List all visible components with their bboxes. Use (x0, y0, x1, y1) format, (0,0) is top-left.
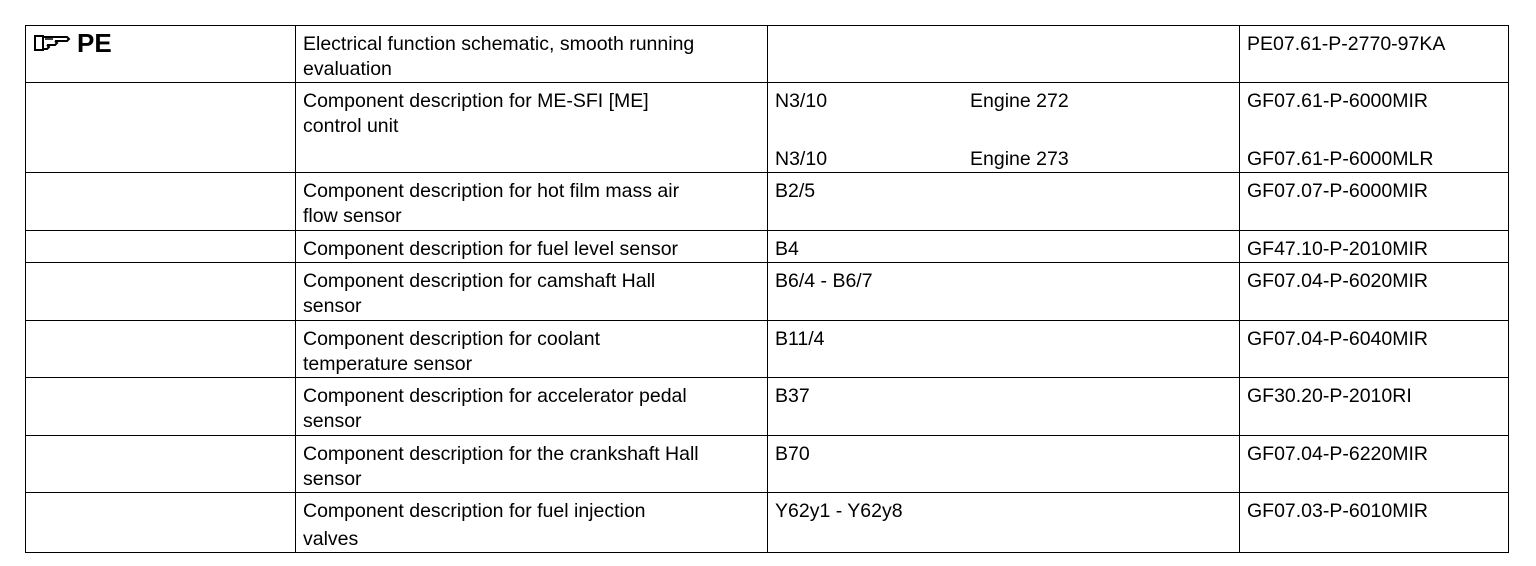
table-row (26, 231, 1509, 263)
empty-cell (26, 321, 296, 378)
description-line: sensor (303, 468, 362, 490)
document-ref-link[interactable]: GF07.61-P-6000MIR (1247, 90, 1428, 112)
ref-cell (1240, 26, 1509, 83)
code-cell (768, 26, 1240, 83)
document-ref-link[interactable]: GF07.07-P-6000MIR (1247, 180, 1428, 202)
component-entry (775, 147, 1239, 172)
document-ref-link[interactable]: GF30.20-P-2010RI (1247, 385, 1412, 407)
empty-cell (26, 263, 296, 321)
description-line: Component description for fuel level sensor (303, 238, 679, 260)
description-line: flow sensor (303, 205, 402, 227)
code-cell (768, 263, 1240, 321)
description-line: Component description for accelerator pedal (303, 385, 687, 407)
ref-cell (1240, 231, 1509, 263)
document-ref-link[interactable]: GF07.04-P-6220MIR (1247, 443, 1428, 465)
component-code: Y62y1 - Y62y8 (775, 500, 903, 522)
document-ref-link[interactable]: GF07.04-P-6020MIR (1247, 270, 1428, 292)
table-row (26, 263, 1509, 321)
document-ref-link[interactable]: GF07.04-P-6040MIR (1247, 328, 1428, 350)
description-line: sensor (303, 410, 362, 432)
component-code: N3/10 (775, 148, 828, 170)
pe-label: PE (77, 28, 112, 58)
description-line: evaluation (303, 58, 392, 80)
engine-label: Engine 272 (970, 90, 1069, 112)
empty-cell (26, 173, 296, 231)
table-row (26, 26, 1509, 83)
empty-cell (26, 493, 296, 553)
description-line: Component description for hot film mass air (303, 180, 680, 202)
ref-cell (1240, 321, 1509, 378)
description-cell (296, 493, 768, 553)
code-cell (768, 321, 1240, 378)
ref-cell (1240, 173, 1509, 231)
pe-cell (26, 26, 296, 83)
ref-cell (1240, 378, 1509, 436)
table-row (26, 173, 1509, 231)
description-line: control unit (303, 115, 399, 137)
empty-cell (26, 436, 296, 493)
table-row (26, 83, 1509, 173)
engine-label: Engine 273 (970, 148, 1069, 170)
component-code: B2/5 (775, 180, 816, 202)
description-line: sensor (303, 295, 362, 317)
description-line: Component description for coolant (303, 328, 601, 350)
description-cell (296, 436, 768, 493)
document-ref-link[interactable]: PE07.61-P-2770-97KA (1247, 33, 1446, 55)
ref-cell (1240, 83, 1509, 173)
component-entry (775, 89, 1239, 114)
table-row (26, 436, 1509, 493)
description-line: valves (303, 528, 359, 550)
description-line: temperature sensor (303, 353, 473, 375)
description-cell (296, 173, 768, 231)
code-cell (768, 173, 1240, 231)
description-line: Component description for the crankshaft Hall (303, 443, 699, 465)
empty-cell (26, 378, 296, 436)
table-row (26, 493, 1509, 553)
code-cell (768, 83, 1240, 173)
component-code: B11/4 (775, 328, 825, 350)
component-code: B4 (775, 238, 799, 260)
description-cell (296, 378, 768, 436)
ref-cell (1240, 436, 1509, 493)
description-cell (296, 321, 768, 378)
empty-cell (26, 231, 296, 263)
empty-cell (26, 83, 296, 173)
code-cell (768, 436, 1240, 493)
description-cell (296, 83, 768, 173)
description-line: Component description for ME-SFI [ME] (303, 90, 649, 112)
description-line: Component description for camshaft Hall (303, 270, 656, 292)
ref-cell (1240, 263, 1509, 321)
component-code: B37 (775, 385, 810, 407)
document-ref-link[interactable]: GF07.61-P-6000MLR (1247, 148, 1434, 170)
component-code: N3/10 (775, 90, 828, 112)
reference-table (25, 25, 1509, 553)
component-code: B6/4 - B6/7 (775, 270, 873, 292)
pointing-hand-icon (33, 32, 71, 54)
description-cell (296, 231, 768, 263)
pe-marker (33, 30, 295, 56)
code-cell (768, 231, 1240, 263)
document-ref-link[interactable]: GF07.03-P-6010MIR (1247, 500, 1428, 522)
code-cell (768, 493, 1240, 553)
document-ref-link[interactable]: GF47.10-P-2010MIR (1247, 238, 1428, 260)
table-row (26, 378, 1509, 436)
component-code: B70 (775, 443, 810, 465)
description-cell (296, 263, 768, 321)
description-line: Electrical function schematic, smooth running (303, 33, 695, 55)
ref-cell (1240, 493, 1509, 553)
description-cell (296, 26, 768, 83)
code-cell (768, 378, 1240, 436)
description-line: Component description for fuel injection (303, 500, 646, 522)
table-row (26, 321, 1509, 378)
